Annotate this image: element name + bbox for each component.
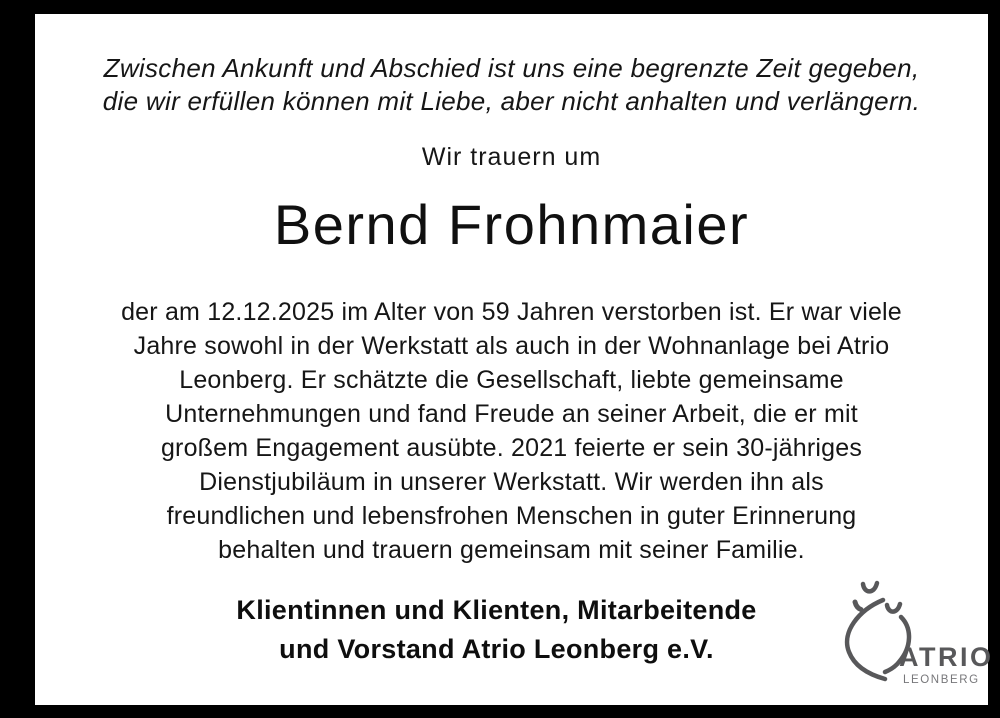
obituary-line: Leonberg. Er schätzte die Gesellschaft, liebte gemeinsame bbox=[179, 366, 844, 394]
obituary-text bbox=[35, 295, 988, 567]
quote-line-1: Zwischen Ankunft und Abschied ist uns eine begrenzte Zeit gegeben, bbox=[103, 53, 920, 83]
obituary-line: Dienstjubiläum in unserer Werkstatt. Wir werden ihn als bbox=[199, 468, 824, 496]
logo-brand: ATRIO bbox=[899, 642, 994, 672]
signature-line-2: und Vorstand Atrio Leonberg e.V. bbox=[279, 634, 714, 664]
obituary-line: Unternehmungen und fand Freude an seiner Arbeit, die er mit bbox=[165, 400, 858, 428]
obituary-sheet bbox=[35, 14, 994, 705]
mourning-intro: Wir trauern um bbox=[421, 143, 602, 171]
deceased-name: Bernd Frohnmaier bbox=[273, 193, 750, 256]
opening-quote bbox=[35, 52, 988, 118]
obituary-line: Jahre sowohl in der Werkstatt als auch in der Wohnanlage bei Atrio bbox=[133, 332, 890, 360]
obituary-line: großem Engagement ausübte. 2021 feierte er sein 30-jähriges bbox=[160, 434, 863, 462]
signature-line-1: Klientinnen und Klienten, Mitarbeitende bbox=[236, 595, 757, 625]
obituary-line: behalten und trauern gemeinsam mit seiner Familie. bbox=[218, 536, 805, 564]
quote-line-2: die wir erfüllen können mit Liebe, aber nicht anhalten und verlängern. bbox=[102, 86, 921, 116]
obituary-line: der am 12.12.2025 im Alter von 59 Jahren verstorben ist. Er war viele bbox=[121, 298, 902, 326]
logo-subtext: LEONBERG bbox=[903, 674, 980, 686]
atrio-figures-icon bbox=[803, 554, 1000, 692]
obituary-line: freundlichen und lebensfrohen Menschen in guter Erinnerung bbox=[166, 502, 857, 530]
atrio-logo bbox=[803, 554, 1000, 692]
